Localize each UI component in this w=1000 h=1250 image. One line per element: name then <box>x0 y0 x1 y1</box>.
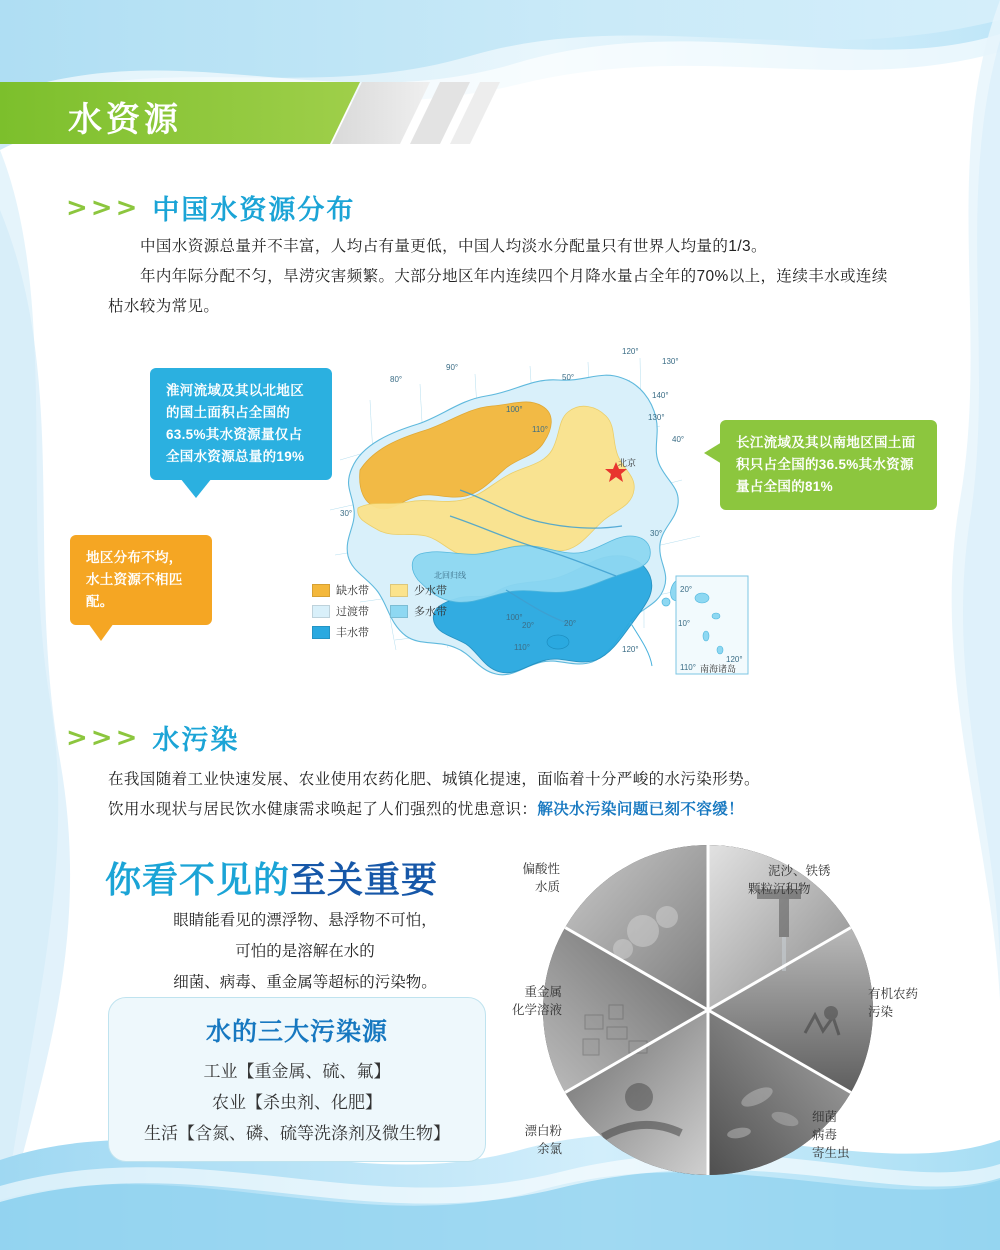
slogan-subtext <box>110 905 500 998</box>
wheel-label-sediment <box>748 862 978 898</box>
pollution-paragraph-2-highlight: 解决水污染问题已刻不容缓！ <box>537 801 745 818</box>
wheel-label-bleach <box>492 1122 562 1158</box>
wheel-label-microbe <box>812 1108 902 1162</box>
slogan-title <box>105 852 438 903</box>
svg-text:90°: 90° <box>446 363 459 372</box>
legend-label: 过渡带 <box>336 606 369 618</box>
wheel-label-line: 余氯 <box>536 1142 562 1156</box>
map-label-south-sea: 南海诸岛 <box>700 664 737 674</box>
legend-label: 多水带 <box>414 606 447 618</box>
legend-swatch-icon <box>312 626 330 639</box>
wheel-label-line: 漂白粉 <box>524 1124 562 1138</box>
map-label-beijing: 北京 <box>618 458 637 468</box>
legend-row <box>312 582 468 598</box>
pollution-paragraph-2-prefix: 饮用水现状与居民饮水健康需求唤起了人们强烈的忧患意识： <box>108 801 538 818</box>
svg-text:110°: 110° <box>680 663 696 672</box>
wheel-label-pesticide <box>868 985 958 1021</box>
wheel-label-line: 化学溶液 <box>511 1003 562 1017</box>
pollution-sources-box <box>108 997 486 1162</box>
slogan-emphasis: 至关重要 <box>290 859 439 900</box>
section-title-text: 水污染 <box>152 725 240 755</box>
svg-text:120°: 120° <box>726 655 743 664</box>
legend-swatch-icon <box>390 584 408 597</box>
svg-text:110°: 110° <box>532 425 548 434</box>
svg-text:100°: 100° <box>506 613 523 622</box>
section-heading-distribution <box>66 188 355 227</box>
wheel-label-line: 细菌 <box>812 1110 838 1124</box>
callout-south-region <box>720 420 937 510</box>
pollution-source-line: 农业【杀虫剂、化肥】 <box>212 1093 382 1112</box>
intro-paragraph-2: 年内年际分配不匀，旱涝灾害频繁。大部分地区年内连续四个月降水量占全年的70%以上，连续丰水或连续枯水较为常见。 <box>108 268 888 315</box>
wheel-label-line: 偏酸性 <box>522 862 560 876</box>
callout-uneven-text: 地区分布不均，水土资源不相匹配。 <box>86 550 183 609</box>
callout-uneven-distribution <box>70 535 212 625</box>
callout-tail <box>88 623 114 641</box>
svg-text:120°: 120° <box>622 347 639 356</box>
slogan-subtext-line: 可怕的是溶解在水的 <box>235 943 375 960</box>
pollution-paragraph-1: 在我国随着工业快速发展、农业使用农药化肥、城镇化提速，面临着十分严峻的水污染形势。 <box>108 771 760 788</box>
section-title-text: 中国水资源分布 <box>152 195 356 225</box>
legend-item-transition <box>312 603 390 619</box>
wheel-label-line: 寄生虫 <box>812 1146 850 1160</box>
pollution-source-line: 生活【含氮、磷、硫等洗涤剂及微生物】 <box>144 1124 450 1143</box>
chevron-arrows-icon: >>> <box>66 722 141 753</box>
wheel-label-line: 污染 <box>868 1005 894 1019</box>
wheel-label-line: 颗粒沉积物 <box>748 882 811 896</box>
callout-north-region <box>150 368 332 480</box>
legend-row <box>312 624 468 640</box>
callout-north-text: 淮河流域及其以北地区的国土面积占全国的63.5%其水资源量仅占全国水资源总量的19% <box>166 383 305 464</box>
legend-item-rich <box>390 603 468 619</box>
wheel-label-line: 有机农药 <box>868 987 919 1001</box>
wheel-label-line: 病毒 <box>812 1128 838 1142</box>
svg-text:100°: 100° <box>506 405 523 414</box>
legend-item-abundant <box>312 624 390 640</box>
map-legend <box>312 582 468 645</box>
legend-item-low <box>390 582 468 598</box>
svg-text:120°: 120° <box>622 645 639 654</box>
callout-tail <box>180 478 212 498</box>
wheel-label-alkaline <box>490 860 560 896</box>
svg-text:80°: 80° <box>390 375 403 384</box>
page-title: 水资源 <box>68 101 182 139</box>
legend-label: 缺水带 <box>336 585 369 597</box>
callout-tail <box>704 442 722 464</box>
svg-text:北回归线: 北回归线 <box>434 571 466 580</box>
svg-text:130°: 130° <box>648 413 665 422</box>
wheel-label-line: 重金属 <box>524 985 562 999</box>
svg-text:110°: 110° <box>514 643 530 652</box>
svg-text:30°: 30° <box>650 529 663 538</box>
legend-swatch-icon <box>390 605 408 618</box>
intro-paragraph-1: 中国水资源总量并不丰富，人均占有量更低，中国人均淡水分配量只有世界人均量的1/3。 <box>140 238 767 255</box>
slogan-subtext-line: 细菌、病毒、重金属等超标的污染物。 <box>173 974 437 991</box>
svg-text:50°: 50° <box>562 373 575 382</box>
wheel-label-line: 水质 <box>534 880 560 894</box>
legend-swatch-icon <box>312 605 330 618</box>
section-heading-pollution <box>66 718 239 757</box>
legend-label: 少水带 <box>414 585 447 597</box>
svg-text:20°: 20° <box>564 619 577 628</box>
svg-text:40°: 40° <box>672 435 685 444</box>
slogan-subtext-line: 眼睛能看见的漂浮物、悬浮物不可怕， <box>173 912 437 929</box>
svg-text:10°: 10° <box>678 619 691 628</box>
slogan-plain: 你看不见的 <box>105 859 291 900</box>
legend-item-shortage <box>312 582 390 598</box>
legend-label: 丰水带 <box>336 627 369 639</box>
callout-south-text: 长江流域及其以南地区国土面积只占全国的36.5%其水资源量占全国的81% <box>736 435 916 494</box>
wheel-label-line: 泥沙、铁锈 <box>768 864 831 878</box>
pollution-source-line: 工业【重金属、硫、氟】 <box>203 1062 391 1081</box>
svg-text:30°: 30° <box>340 509 353 518</box>
chevron-arrows-icon: >>> <box>66 192 141 223</box>
pollution-paragraph-2 <box>108 795 938 825</box>
svg-text:130°: 130° <box>662 357 679 366</box>
svg-text:20°: 20° <box>680 585 693 594</box>
legend-row <box>312 603 468 619</box>
pollution-sources-title: 水的三大污染源 <box>205 1018 388 1046</box>
wheel-label-heavy-metal <box>470 983 562 1019</box>
legend-swatch-icon <box>312 584 330 597</box>
svg-text:20°: 20° <box>522 621 535 630</box>
svg-text:140°: 140° <box>652 391 669 400</box>
